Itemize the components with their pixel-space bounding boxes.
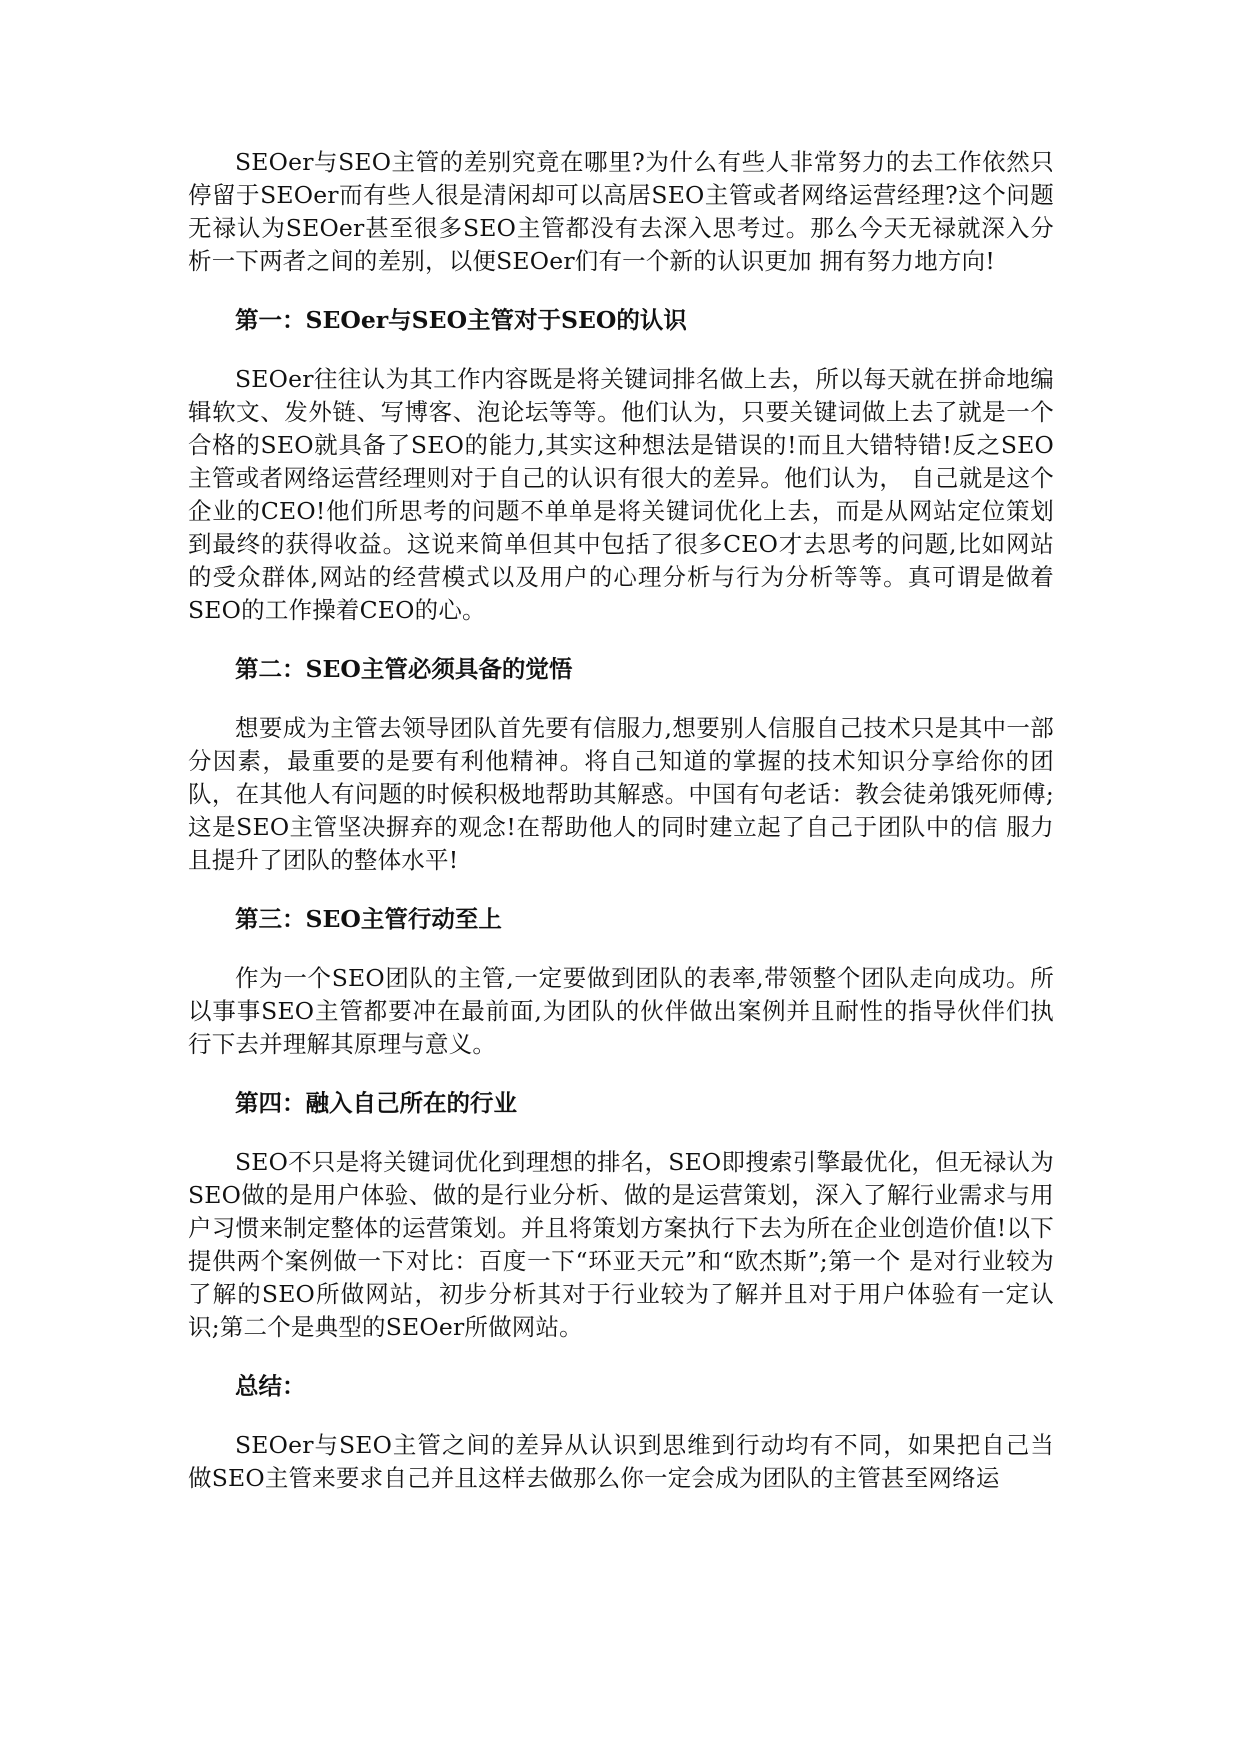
spacer: [188, 1344, 1054, 1370]
spacer: [188, 278, 1054, 304]
spacer: [188, 877, 1054, 903]
spacer: [188, 686, 1054, 712]
section-3-heading: 第三：SEO主管行动至上: [235, 905, 502, 933]
spacer: [188, 1061, 1054, 1087]
section-4-body: SEO不只是将关键词优化到理想的排名，SEO即搜索引擎最优化，但无禄认为SEO做的是用户体验、做的是行业分析、做的是运营策划，深入了解行业需求与用户习惯来制定整体的运营策划。并且将策划方案执行下去为所在企业创造价值!以下提供两个案例做一下对比：百度一下“环亚天元”和“欧杰斯”;第一个 是对行业较为了解的SEO所做网站，初步分析其对于行业较为了解并且对于用户体验有一定认识;第二个是典型的SEOer所做网站。: [188, 1148, 1054, 1341]
spacer: [188, 1403, 1054, 1429]
spacer: [188, 627, 1054, 653]
section-2-heading: 第二：SEO主管必须具备的觉悟: [235, 655, 573, 683]
summary-heading: 总结：: [235, 1372, 306, 1400]
section-1-body: SEOer往往认为其工作内容既是将关键词排名做上去，所以每天就在拼命地编辑软文、发外链、写博客、泡论坛等等。他们认为，只要关键词做上去了就是一个合格的SEO就具备了SEO的能力,其实这种想法是错误的!而且大错特错!反之SEO主管或者网络运营经理则对于自己的认识有很大的差异。他们认为， 自己就是这个企业的CEO!他们所思考的问题不单单是将关键词优化上去，而是从网站定位策划到最终的获得收益。这说来简单但其中包括了很多CEO才去思考的问题,比如网站的受众群体,网站的经营模式以及用户的心理分析与行为分析等等。真可谓是做着SEO的工作操着CEO的心。: [188, 365, 1054, 624]
section-4-heading: 第四：融入自己所在的行业: [235, 1089, 517, 1117]
spacer: [188, 936, 1054, 962]
summary-body: SEOer与SEO主管之间的差异从认识到思维到行动均有不同，如果把自己当做SEO主管来要求自己并且这样去做那么你一定会成为团队的主管甚至网络运: [188, 1431, 1054, 1492]
section-1-heading: 第一：SEOer与SEO主管对于SEO的认识: [235, 306, 687, 334]
section-3-body: 作为一个SEO团队的主管,一定要做到团队的表率,带领整个团队走向成功。所以事事SEO主管都要冲在最前面,为团队的伙伴做出案例并且耐性的指导伙伴们执行下去并理解其原理与意义。: [188, 964, 1054, 1058]
spacer: [188, 1120, 1054, 1146]
section-2-body: 想要成为主管去领导团队首先要有信服力,想要别人信服自己技术只是其中一部分因素，最重要的是要有利他精神。将自己知道的掌握的技术知识分享给你的团 队，在其他人有问题的时候积极地帮助其解惑。中国有句老话：教会徒弟饿死师傅;这是SEO主管坚决摒弃的观念!在帮助他人的同时建立起了自己于团队中的信 服力且提升了团队的整体水平!: [188, 714, 1054, 874]
document-page: [188, 146, 1054, 1495]
spacer: [188, 337, 1054, 363]
intro-paragraph: SEOer与SEO主管的差别究竟在哪里?为什么有些人非常努力的去工作依然只停留于SEOer而有些人很是清闲却可以高居SEO主管或者网络运营经理?这个问题无禄认为SEOer甚至很多SEO主管都没有去深入思考过。那么今天无禄就深入分析一下两者之间的差别，以便SEOer们有一个新的认识更加 拥有努力地方向!: [188, 148, 1054, 275]
